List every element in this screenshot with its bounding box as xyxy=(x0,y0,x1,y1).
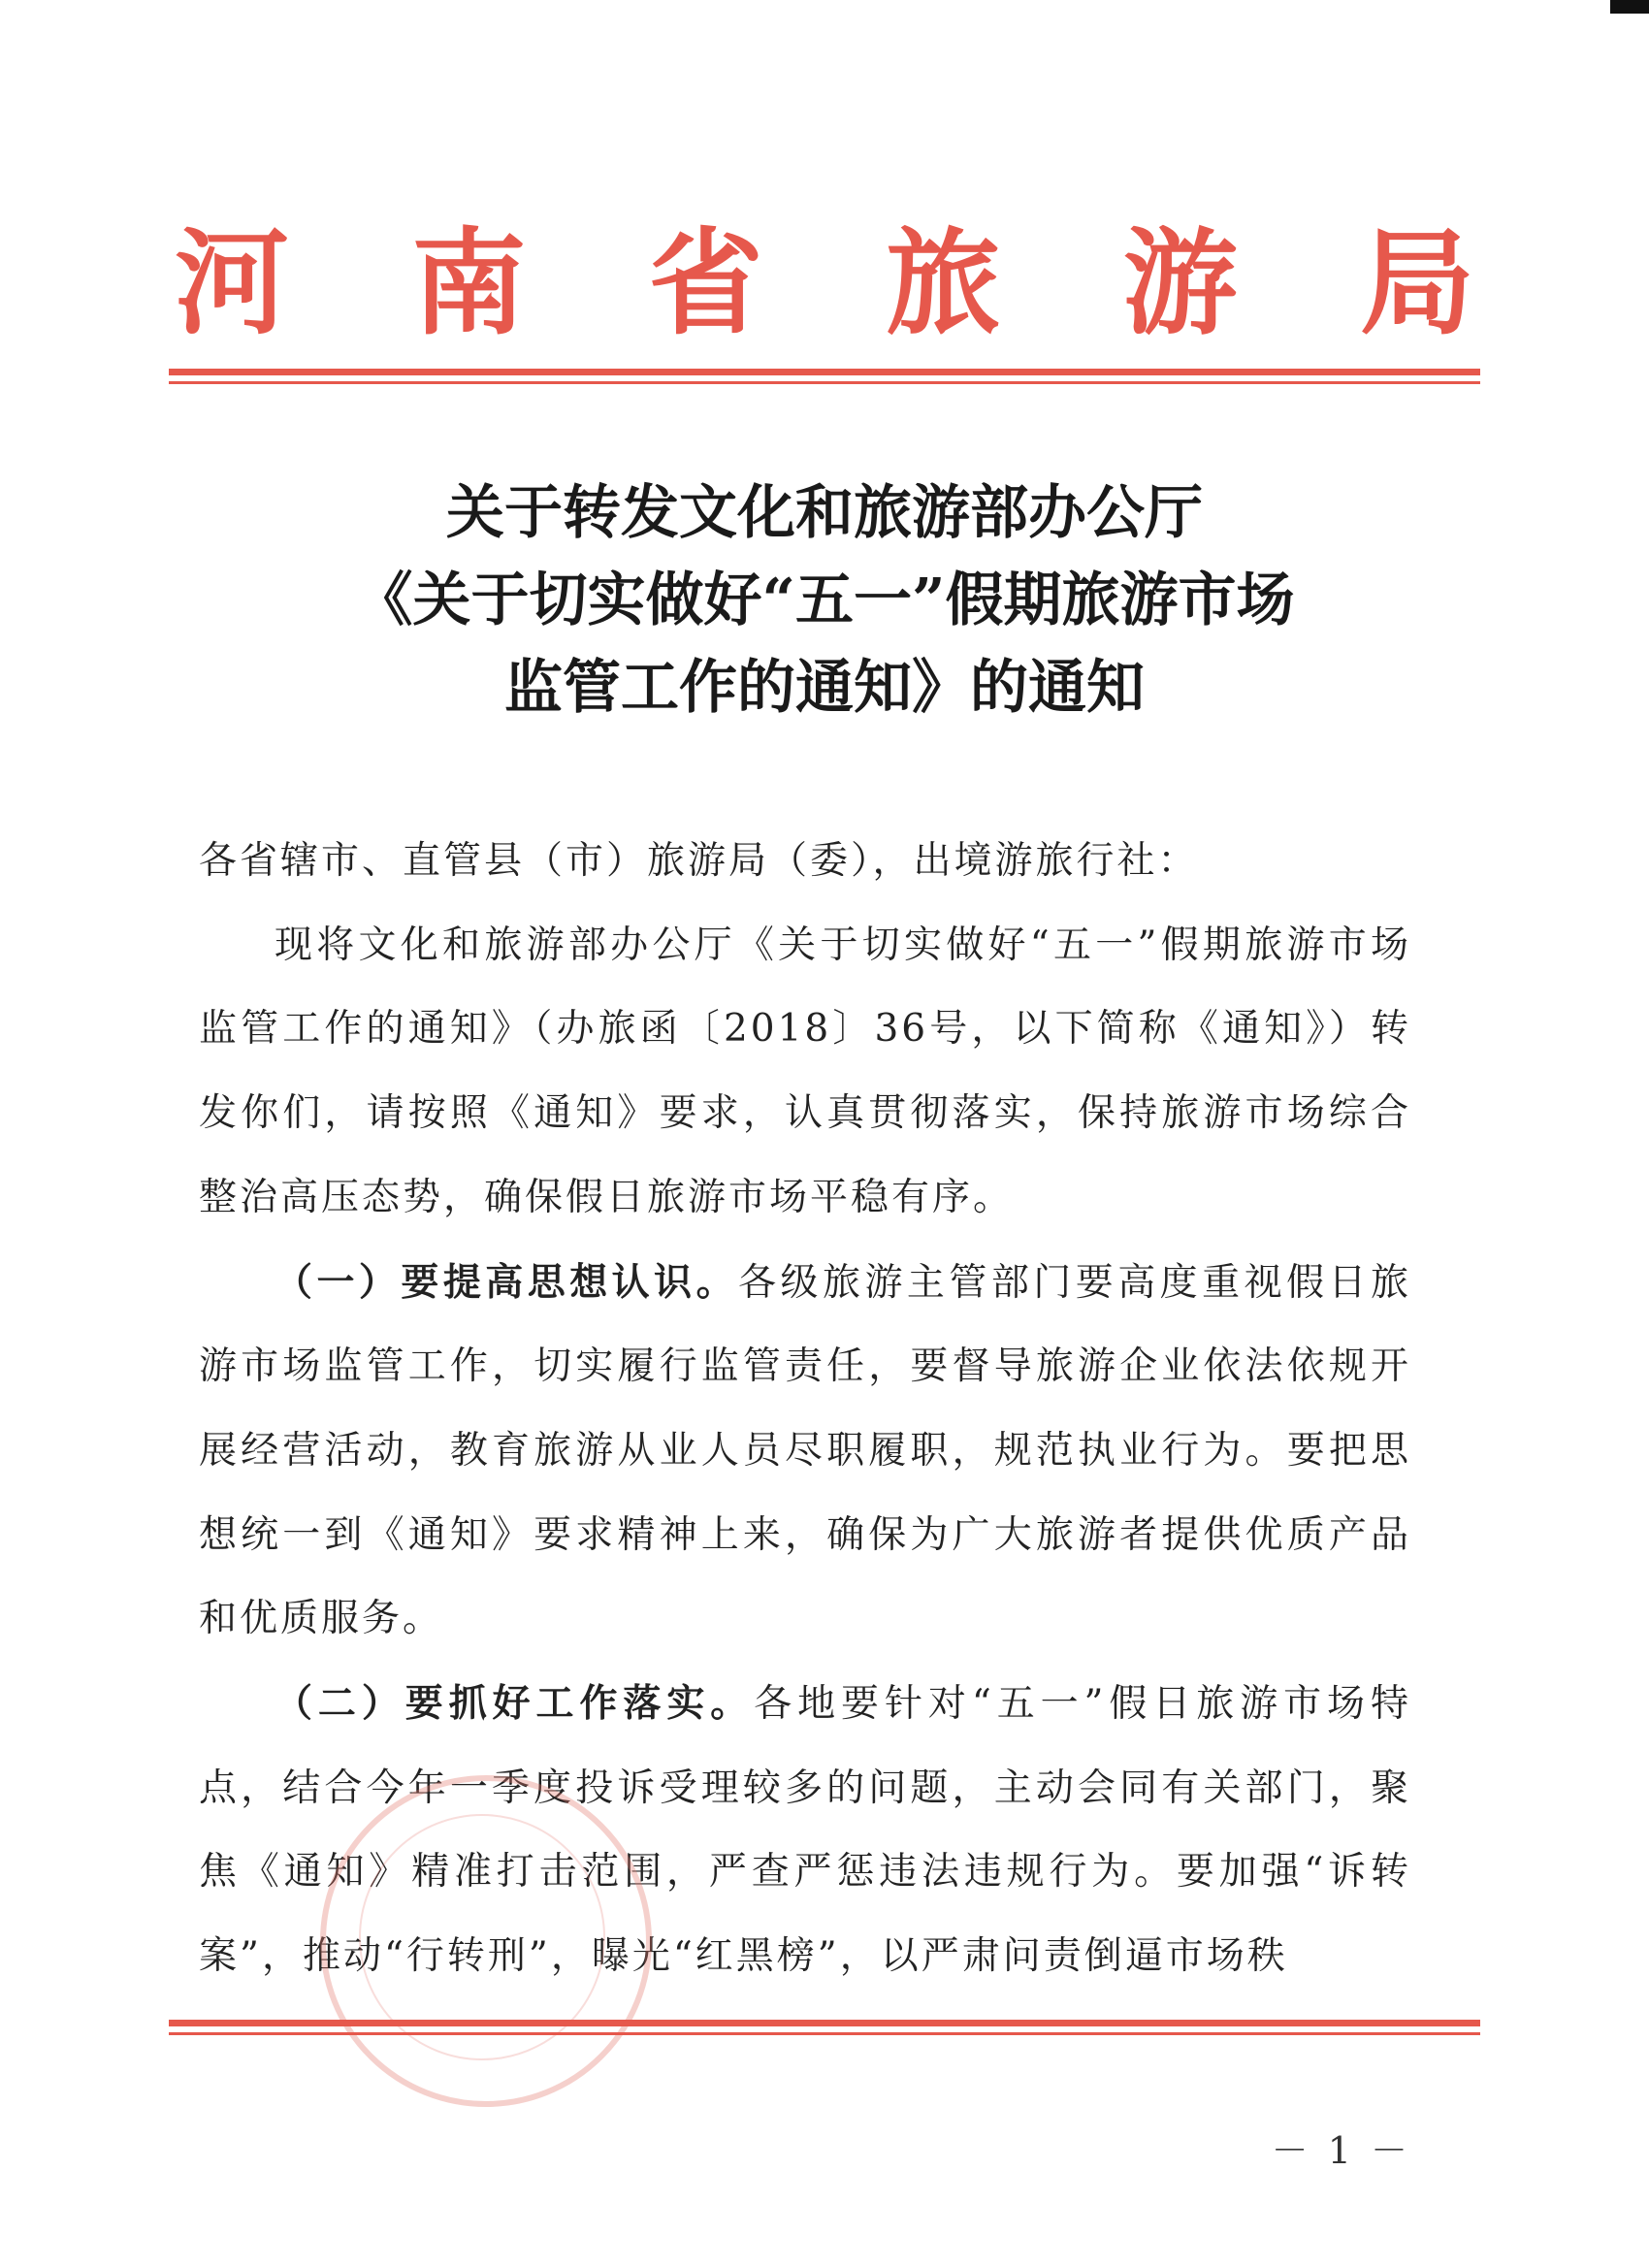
agency-header-char: 南 xyxy=(411,215,527,350)
title-line: 《关于切实做好“五一”假期旅游市场 xyxy=(354,567,1295,634)
header-rule-thin xyxy=(169,381,1480,384)
header-red-rule xyxy=(169,369,1480,384)
page-number: － 1 － xyxy=(1271,2129,1411,2172)
agency-header-char: 旅 xyxy=(886,215,1001,350)
agency-header-char: 河 xyxy=(175,215,290,350)
header-rule-thick xyxy=(169,369,1480,375)
scan-edge-mark xyxy=(1610,0,1649,14)
section-1-lead: （一）要提高思想认识。 xyxy=(275,1259,739,1305)
document-title xyxy=(194,470,1455,731)
document-body xyxy=(199,820,1411,1999)
footer-rule-thick xyxy=(169,2020,1480,2026)
intro-paragraph: 现将文化和旅游部办公厅《关于切实做好“五一”假期旅游市场监管工作的通知》（办旅函〔2018〕36号，以下简称《通知》）转发你们，请按照《通知》要求，认真贯彻落实，保持旅游市场综合整治高压态势，确保假日旅游市场平稳有序。 xyxy=(199,923,1411,1219)
agency-header xyxy=(175,215,1474,351)
agency-header-char: 局 xyxy=(1359,215,1474,350)
section-2-lead: （二）要抓好工作落实。 xyxy=(275,1681,755,1727)
section-2-paragraph xyxy=(199,1662,1411,1999)
title-line: 监管工作的通知》的通知 xyxy=(504,654,1145,722)
section-2-text: 各地要针对“五一”假日旅游市场特点，结合今年一季度投诉受理较多的问题，主动会同有关部门，聚焦《通知》精准打击范围，严查严惩违法违规行为。要加强“诉转案”，推动“行转刑”，曝光“红黑榜”，以严肃问责倒逼市场秩 xyxy=(199,1682,1411,1979)
title-line: 关于转发文化和旅游部办公厅 xyxy=(446,479,1203,547)
salutation: 各省辖市、直管县（市）旅游局（委），出境游旅行社： xyxy=(199,839,1199,883)
section-1-paragraph xyxy=(199,1241,1411,1663)
section-1-text: 各级旅游主管部门要高度重视假日旅游市场监管工作，切实履行监管责任，要督导旅游企业依法依规开展经营活动，教育旅游从业人员尽职履职，规范执业行为。要把思想统一到《通知》要求精神上来，确保为广大旅游者提供优质产品和优质服务。 xyxy=(199,1260,1411,1641)
footer-red-rule xyxy=(169,2020,1480,2035)
agency-header-char: 游 xyxy=(1122,215,1238,350)
agency-header-char: 省 xyxy=(648,215,763,350)
footer-rule-thin xyxy=(169,2032,1480,2035)
